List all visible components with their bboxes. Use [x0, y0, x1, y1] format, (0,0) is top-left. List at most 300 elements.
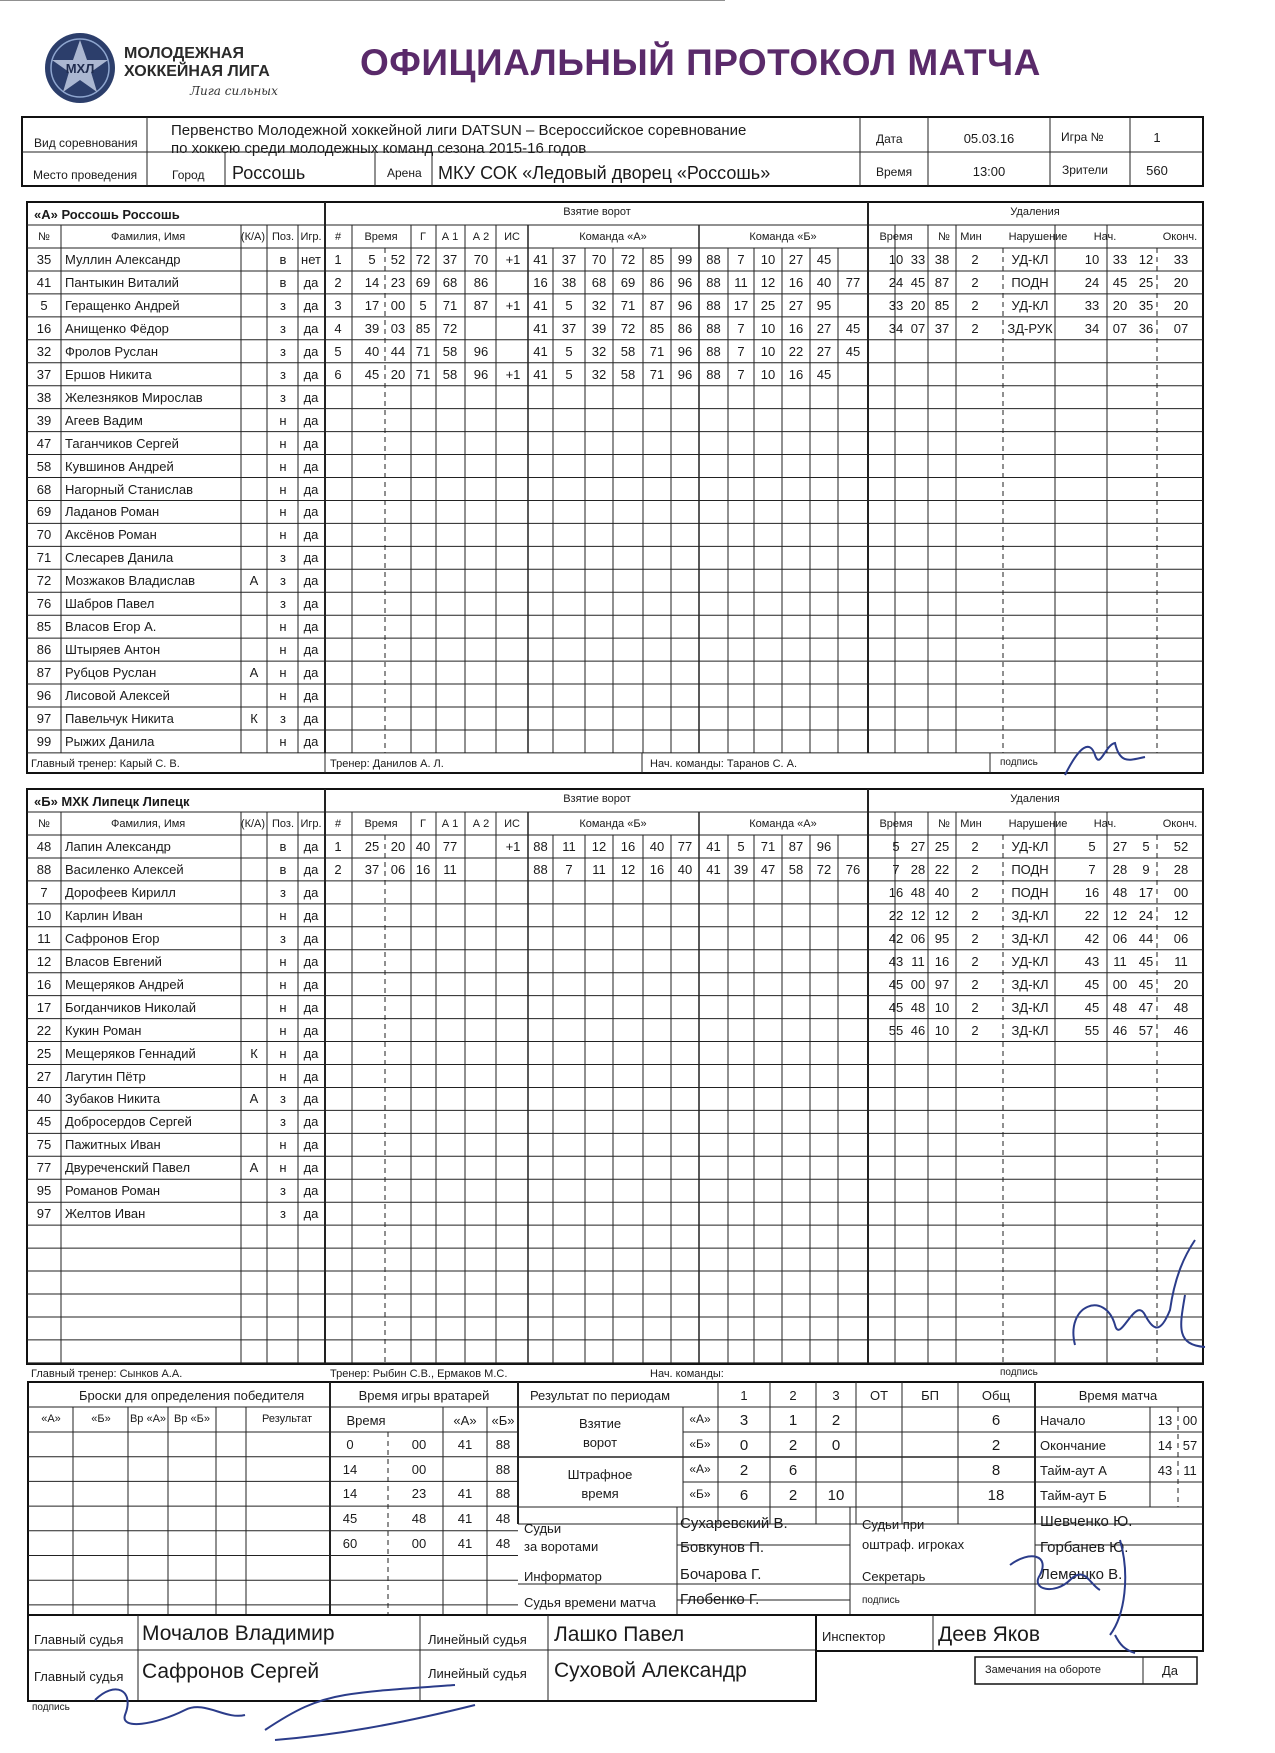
on-ice-opp: 95 [816, 297, 832, 313]
secretary: Лемешко В. [1040, 1566, 1123, 1583]
penalty-minutes: 2 [971, 999, 979, 1015]
col-pen-min: Мин [960, 231, 982, 243]
player-number: 99 [36, 733, 52, 749]
city-value: Россошь [232, 163, 306, 183]
on-ice-opp: 88 [706, 320, 721, 336]
penalty-minute: 34 [888, 320, 904, 336]
goal-assist-1: 72 [442, 320, 458, 336]
penalty-start-sec: 33 [1112, 252, 1128, 267]
player-name: Мещеряков Геннадий [65, 1045, 196, 1061]
match-date: 05.03.16 [963, 131, 1015, 146]
player-position: з [280, 1183, 286, 1199]
on-ice-opp: 47 [760, 861, 776, 877]
referee-signature-label: подпись [32, 1702, 70, 1713]
col-num: № [38, 231, 50, 243]
competition-line-2: по хоккею среди молодежных команд сезона 2015-16 годов [171, 140, 587, 157]
player-name: Кукин Роман [65, 1022, 142, 1038]
competition-label: Вид соревнования [34, 136, 138, 150]
on-ice-own: 32 [591, 297, 607, 313]
col-assist-2: А 2 [472, 818, 490, 830]
player-number: 45 [36, 1114, 52, 1130]
referee-label: Главный судья [34, 1632, 124, 1647]
col-hash: # [334, 818, 342, 830]
penalties-title: Удаления [1010, 206, 1060, 218]
page-title: ОФИЦИАЛЬНЫЙ ПРОТОКОЛ МАТЧА [360, 42, 1041, 83]
player-position: з [280, 366, 286, 382]
on-ice-opp: 71 [760, 839, 776, 854]
goal-strength: +1 [505, 839, 521, 854]
penalty-second: 11 [911, 953, 925, 969]
col-pen-start: Нач. [1093, 231, 1117, 243]
on-ice-own: 11 [592, 861, 606, 877]
goal-minute: 37 [364, 861, 380, 877]
informer-label: Информатор [524, 1569, 602, 1584]
penalty-end-min: 17 [1138, 884, 1154, 900]
team-title: «А» Россошь Россошь [34, 207, 180, 222]
match-time-label: Тайм-аут Б [1040, 1488, 1107, 1503]
penalty-infraction: ПОДН [1011, 274, 1049, 290]
player-number: 25 [36, 1045, 52, 1061]
player-played: да [303, 481, 319, 497]
on-ice-opp: 7 [737, 252, 745, 267]
on-ice-opp: 88 [706, 274, 721, 290]
goal-scorer: 72 [415, 252, 431, 267]
col-infraction: Нарушение [1008, 818, 1068, 830]
on-ice-own: 58 [620, 366, 636, 382]
coach: Тренер: Данилов А. Л. [330, 757, 444, 770]
on-ice-opp: 27 [788, 297, 804, 313]
goal-second: 20 [390, 366, 406, 382]
on-ice-own: 77 [677, 839, 693, 854]
player-position: н [279, 1022, 287, 1038]
goal-number: 3 [334, 297, 342, 313]
player-number: 27 [36, 1068, 52, 1084]
goal-number: 5 [334, 343, 342, 359]
goalie-b: 48 [495, 1511, 511, 1527]
player-name: Агеев Вадим [65, 412, 143, 428]
penalty-player: 10 [934, 999, 950, 1015]
on-ice-own: 16 [620, 839, 636, 854]
penalty-player: 85 [934, 297, 950, 313]
col-name: Фамилия, Имя [111, 231, 186, 243]
col-assist-1: А 1 [441, 818, 459, 830]
player-position: з [280, 389, 286, 405]
penalty-end-min: 5 [1142, 839, 1150, 854]
goals-label: ворот [582, 1435, 618, 1450]
player-role: А [249, 1160, 259, 1176]
logo-badge: МХЛ [65, 61, 95, 76]
time-label: Время [876, 165, 913, 179]
on-ice-own: 88 [533, 861, 548, 877]
col-strength: ИС [504, 231, 520, 243]
goal-second: 52 [390, 252, 406, 267]
player-played: да [303, 688, 319, 704]
player-played: да [303, 930, 319, 946]
player-name: Пантыкин Виталий [65, 274, 179, 290]
penalty-end-min: 36 [1138, 320, 1154, 336]
goal-scorer: 40 [415, 839, 431, 854]
penalty-judge-2: Горбанев Ю. [1040, 1539, 1129, 1556]
player-position: н [279, 642, 287, 658]
player-name: Ершов Никита [65, 366, 152, 382]
on-ice-opp: 27 [816, 320, 832, 336]
arena-label: Арена [387, 166, 422, 180]
goals-title: Взятие ворот [563, 206, 631, 218]
period-value: 2 [991, 1437, 1001, 1454]
player-position: н [279, 953, 287, 969]
player-name: Кувшинов Андрей [65, 458, 174, 474]
match-time-label: Начало [1040, 1413, 1086, 1428]
linesman-label: Линейный судья [428, 1632, 527, 1647]
goal-scorer: 69 [415, 274, 431, 290]
penalty-second: 20 [910, 297, 926, 313]
player-number: 16 [36, 976, 52, 992]
player-name: Железняков Мирослав [65, 389, 203, 405]
col-name: Фамилия, Имя [111, 818, 186, 830]
on-ice-own: 40 [649, 839, 665, 854]
penalty-minutes: 2 [971, 252, 979, 267]
pim-label: Штрафное [567, 1467, 633, 1482]
player-name: Зубаков Никита [65, 1091, 161, 1107]
player-number: 35 [36, 252, 52, 267]
penalty-infraction: УД-КЛ [1011, 953, 1049, 969]
penalty-end-sec: 06 [1173, 930, 1189, 946]
period-value: 0 [739, 1437, 749, 1454]
on-ice-opp: 10 [760, 343, 776, 359]
on-ice-own-title: Команда «Б» [579, 818, 647, 830]
col-pen-start: Нач. [1093, 818, 1117, 830]
on-ice-opp: 7 [737, 320, 745, 336]
on-ice-opp: 16 [788, 366, 804, 382]
period-col: Общ [981, 1388, 1011, 1403]
period-value: 2 [739, 1462, 749, 1479]
player-played: да [303, 504, 319, 520]
penalty-infraction: ЗД-КЛ [1011, 1022, 1049, 1038]
goal-number: 2 [334, 274, 342, 290]
head-coach: Главный тренер: Карый С. В. [31, 757, 180, 770]
col-time: Время [364, 231, 398, 243]
player-position: в [279, 839, 287, 854]
player-name: Дорофеев Кирилл [65, 884, 176, 900]
linesman-1: Лашко Павел [554, 1623, 685, 1646]
player-name: Рубцов Руслан [65, 665, 157, 681]
penalty-start-sec: 45 [1112, 274, 1128, 290]
player-played: да [303, 458, 319, 474]
player-name: Лапин Александр [65, 839, 171, 854]
goal-assist-1: 11 [443, 861, 457, 877]
penalty-player: 25 [934, 839, 950, 854]
penalty-minutes: 2 [971, 861, 979, 877]
player-position: з [280, 1091, 286, 1107]
player-name: Желтов Иван [65, 1206, 146, 1222]
player-name: Карлин Иван [65, 907, 143, 923]
on-ice-opp: 41 [706, 861, 721, 877]
informer: Бочарова Г. [680, 1566, 762, 1583]
player-position: н [279, 504, 287, 520]
penalty-minute: 7 [892, 861, 900, 877]
player-role: А [249, 1091, 259, 1107]
player-position: н [279, 999, 287, 1015]
on-ice-opp: 77 [845, 274, 861, 290]
team-a-signature [1060, 735, 1150, 780]
penalty-minutes: 2 [971, 839, 979, 854]
shootout-title: Броски для определения победителя [79, 1388, 305, 1403]
goalie-col-a: «А» [453, 1413, 477, 1428]
penalty-start-sec: 06 [1112, 930, 1128, 946]
goal-number: 1 [334, 252, 342, 267]
col-pos: Поз. [272, 818, 294, 830]
col-num: № [38, 818, 50, 830]
goal-minute: 39 [364, 320, 380, 336]
secretary-label: Секретарь [862, 1569, 926, 1584]
referee-1: Мочалов Владимир [142, 1622, 335, 1645]
penalty-start-sec: 46 [1112, 1022, 1128, 1038]
penalty-end-sec: 07 [1173, 320, 1189, 336]
inspector-label: Инспектор [822, 1629, 886, 1644]
player-number: 5 [40, 297, 48, 313]
penalty-minute: 16 [888, 884, 904, 900]
player-position: з [280, 343, 286, 359]
player-position: н [279, 1068, 287, 1084]
on-ice-opp: 22 [788, 343, 804, 359]
period-value: 3 [739, 1412, 749, 1429]
penalty-end-min: 25 [1138, 274, 1154, 290]
penalty-start-sec: 48 [1112, 884, 1128, 900]
goal-assist-2: 96 [473, 366, 489, 382]
col-ka: (К/А) [240, 818, 266, 830]
city-label: Город [172, 168, 205, 182]
penalty-player: 16 [934, 953, 950, 969]
player-name: Слесарев Данила [65, 550, 174, 566]
player-name: Муллин Александр [65, 252, 181, 267]
col-assist-1: А 1 [441, 231, 459, 243]
penalty-start-min: 55 [1084, 1022, 1100, 1038]
penalty-player: 97 [934, 976, 950, 992]
penalty-start-min: 45 [1084, 999, 1100, 1015]
goalie-a: 41 [457, 1486, 473, 1502]
col-pen-end: Оконч. [1162, 818, 1198, 830]
col-play: Игр. [300, 231, 322, 243]
penalty-player: 12 [934, 907, 950, 923]
player-played: да [303, 1137, 319, 1153]
spectators-value: 560 [1146, 163, 1168, 178]
player-position: н [279, 665, 287, 681]
player-name: Таганчиков Сергей [65, 435, 179, 451]
penalty-end-min: 12 [1138, 252, 1154, 267]
player-number: 38 [36, 389, 52, 405]
penalty-minutes: 2 [971, 976, 979, 992]
penalty-end-min: 47 [1138, 999, 1154, 1015]
col-pos: Поз. [272, 231, 294, 243]
penalty-end-sec: 46 [1173, 1022, 1189, 1038]
penalty-second: 46 [910, 1022, 926, 1038]
player-position: н [279, 976, 287, 992]
date-label: Дата [876, 132, 903, 146]
penalty-minute: 5 [892, 839, 900, 854]
on-ice-own: 99 [677, 252, 693, 267]
on-ice-own: 7 [565, 861, 573, 877]
col-time: Время [364, 818, 398, 830]
goal-scorer: 5 [419, 297, 427, 313]
player-played: да [303, 596, 319, 612]
player-number: 12 [36, 953, 52, 969]
timekeeper-label: Судья времени матча [524, 1595, 656, 1610]
player-position: з [280, 884, 286, 900]
team-b-signature [1045, 1235, 1215, 1365]
on-ice-own: 71 [620, 297, 636, 313]
referees-signature [75, 1670, 495, 1750]
penalty-end-sec: 33 [1173, 252, 1189, 267]
goalie-minute: 0 [346, 1437, 354, 1452]
player-name: Лагутин Пётр [65, 1068, 146, 1084]
penalty-judges-label: Судьи при [862, 1517, 925, 1532]
penalty-start-sec: 27 [1112, 839, 1128, 854]
player-played: да [303, 573, 319, 589]
penalty-start-min: 43 [1084, 953, 1100, 969]
penalty-start-min: 42 [1084, 930, 1100, 946]
player-played: да [303, 527, 319, 543]
shootout-col: Результат [261, 1413, 313, 1425]
player-position: н [279, 435, 287, 451]
penalty-judges-label: оштраф. игроках [862, 1537, 965, 1552]
player-played: да [303, 550, 319, 566]
penalties-title: Удаления [1010, 793, 1060, 805]
goal-second: 00 [390, 297, 406, 313]
player-role: А [249, 573, 259, 589]
match-time-minute: 43 [1157, 1463, 1173, 1478]
on-ice-own: 38 [561, 274, 577, 290]
player-played: да [303, 907, 319, 923]
period-value: 18 [987, 1487, 1005, 1504]
player-played: нет [301, 252, 321, 267]
match-time-minute: 13 [1157, 1413, 1173, 1428]
goal-judges-label: за воротами [524, 1539, 599, 1554]
penalty-end-sec: 48 [1173, 999, 1189, 1015]
player-position: н [279, 481, 287, 497]
goal-judges-label: Судьи [524, 1521, 562, 1536]
referee-label: Главный судья [34, 1669, 124, 1684]
player-number: 68 [36, 481, 52, 497]
period-col: БП [921, 1388, 939, 1403]
goalie-minute: 45 [342, 1511, 358, 1527]
on-ice-opp: 7 [737, 343, 745, 359]
team-mark: «Б» [689, 1487, 711, 1501]
on-ice-opp: 27 [788, 252, 804, 267]
on-ice-opp: 96 [816, 839, 832, 854]
penalty-end-sec: 12 [1173, 907, 1189, 923]
penalty-minutes: 2 [971, 930, 979, 946]
goal-minute: 17 [364, 297, 380, 313]
on-ice-own: 85 [649, 252, 665, 267]
col-pen-num: № [938, 818, 950, 830]
player-number: 17 [36, 999, 52, 1015]
on-ice-own: 41 [533, 320, 548, 336]
player-played: да [303, 1091, 319, 1107]
secretary-signature-label: подпись [862, 1595, 900, 1606]
penalty-player: 87 [934, 274, 950, 290]
match-time-label: Тайм-аут А [1040, 1463, 1107, 1478]
goal-judge-2: Бовкунов П. [680, 1539, 765, 1556]
on-ice-own: 32 [591, 366, 607, 382]
goal-assist-2: 86 [473, 274, 489, 290]
on-ice-opp: 27 [816, 343, 832, 359]
on-ice-opp-title: Команда «А» [749, 818, 817, 830]
goalie-b: 88 [495, 1486, 511, 1502]
mhl-logo [40, 30, 290, 120]
penalty-infraction: ЗД-КЛ [1011, 976, 1049, 992]
penalty-end-min: 45 [1138, 976, 1154, 992]
goalie-a: 41 [457, 1437, 473, 1452]
player-played: да [303, 1045, 319, 1061]
col-pen-end: Оконч. [1162, 231, 1198, 243]
on-ice-opp: 25 [760, 297, 776, 313]
penalty-end-min: 24 [1138, 907, 1154, 923]
goalie-a: 41 [457, 1535, 473, 1551]
on-ice-own: 86 [677, 320, 693, 336]
penalty-end-min: 45 [1138, 953, 1154, 969]
player-played: да [303, 1183, 319, 1199]
player-name: Ладанов Роман [65, 504, 160, 520]
penalty-minute: 33 [888, 297, 904, 313]
penalty-minutes: 2 [971, 907, 979, 923]
player-name: Шабров Павел [65, 596, 155, 612]
on-ice-opp: 5 [737, 839, 745, 854]
player-position: н [279, 458, 287, 474]
goal-assist-2: 70 [473, 252, 489, 267]
player-number: 72 [36, 573, 52, 589]
period-value: 8 [991, 1462, 1001, 1479]
signature-label: подпись [1000, 756, 1038, 768]
period-value: 2 [831, 1412, 841, 1429]
goal-minute: 14 [364, 274, 380, 290]
team-title: «Б» МХК Липецк Липецк [34, 794, 190, 809]
on-ice-opp: 40 [816, 274, 832, 290]
goalie-second: 48 [411, 1511, 427, 1527]
player-name: Власов Егор А. [65, 619, 157, 635]
linesman-label: Линейный судья [428, 1666, 527, 1681]
player-played: да [303, 999, 319, 1015]
player-name: Фролов Руслан [65, 343, 159, 359]
on-ice-opp: 11 [734, 274, 748, 290]
player-name: Нагорный Станислав [65, 481, 194, 497]
on-ice-own: 72 [620, 320, 636, 336]
on-ice-own: 96 [677, 366, 693, 382]
head-coach: Главный тренер: Сынков А.А. [31, 1367, 183, 1380]
goal-second: 06 [390, 861, 406, 877]
match-time: 13:00 [972, 164, 1006, 179]
player-position: з [280, 573, 286, 589]
venue-label: Место проведения [33, 168, 138, 182]
on-ice-own: 37 [561, 252, 577, 267]
goalie-minute: 14 [342, 1461, 358, 1477]
player-played: да [303, 412, 319, 428]
goalie-b: 48 [495, 1535, 511, 1551]
team-mark: «А» [689, 1412, 711, 1426]
competition-line-1: Первенство Молодежной хоккейной лиги DATSUN – Всероссийское соревнование [171, 122, 747, 139]
secretary-signature [1000, 1535, 1150, 1655]
player-number: 97 [36, 1206, 52, 1222]
on-ice-opp: 17 [733, 297, 749, 313]
match-time-label: Окончание [1040, 1438, 1107, 1453]
player-number: 32 [36, 343, 52, 359]
period-value: 2 [788, 1487, 798, 1504]
col-goal: Г [420, 818, 426, 830]
player-name: Богданчиков Николай [65, 999, 197, 1015]
goal-assist-1: 58 [442, 343, 458, 359]
penalty-minutes: 2 [971, 274, 979, 290]
on-ice-opp: 58 [788, 861, 804, 877]
player-played: да [303, 1022, 319, 1038]
